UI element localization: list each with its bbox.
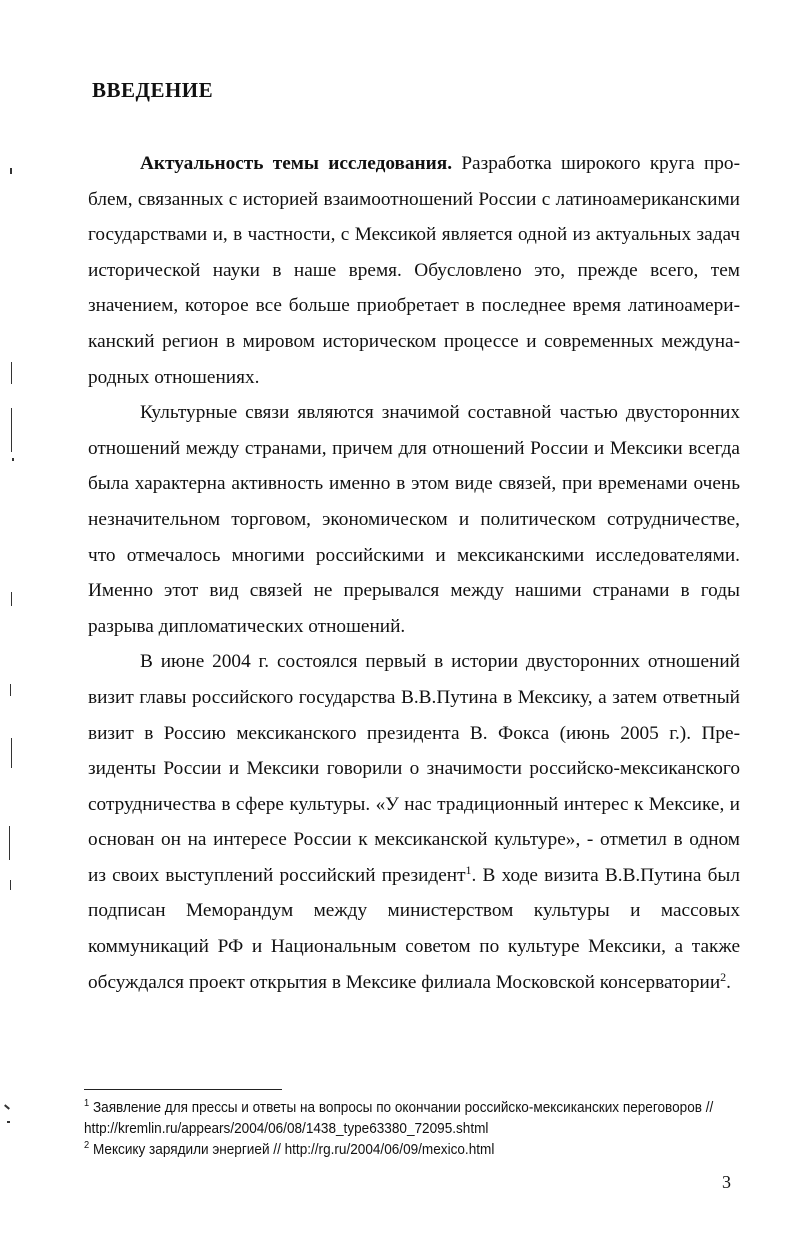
main-text: [88, 146, 740, 1000]
scan-artifact: [7, 1121, 10, 1123]
paragraph-text: Культурные связи являются значимой составной частью двусторонних отношений между странами, причем для отношений России и Мексики всегда была характерна активность именно в этом виде связей, при временами очень незначительном торговом, экономическом и политическом сотрудничестве, что отмечалось многими российскими и мексиканскими исследователями. Именно этот вид связей не прерывался между нашими странами в годы разрыва дипломатических отношений.: [88, 402, 740, 637]
page-number: 3: [722, 1172, 731, 1192]
footnote-text: Заявление для прессы и ответы на вопросы по окончании российско-мексиканских переговоров // http://kremlin.ru/appears/2004/06/08/1438_type63380_72095.shtml: [84, 1100, 714, 1137]
footnote-item: [84, 1140, 739, 1161]
footnote-text: Мексику зарядили энергией // http://rg.ru/2004/06/09/mexico.html: [89, 1142, 495, 1158]
scan-artifact: [11, 362, 12, 384]
scan-artifact: [11, 408, 12, 452]
footnote-number: 2: [84, 1140, 90, 1151]
paragraph-lead: Актуальность темы исследования.: [140, 153, 453, 174]
paragraph-state-visits: [88, 644, 740, 1000]
scan-artifact: [11, 738, 12, 768]
footnotes: [84, 1098, 739, 1161]
paragraph-relevance: [88, 146, 740, 395]
page-title: ВВЕДЕНИЕ: [92, 78, 214, 102]
paragraph-text: .: [726, 971, 731, 993]
paragraph-text: Разработка широкого круга проблем, связанных с историей взаимоотношений России с латиноамериканскими государствами и, в частности, с Мексикой является одной из актуальных задач исторической науки в наше время. Обусловлено это, прежде всего, тем значением, которое все больше приобретает в последнее время латиноамериканский регион в мировом историческом процессе и современных международных отношениях.: [88, 153, 740, 388]
scan-artifact: [9, 826, 10, 860]
paragraph-cultural-ties: [88, 395, 740, 644]
scan-artifact: [4, 1104, 10, 1109]
scan-artifact: [10, 168, 12, 174]
footnote-reference[interactable]: 1: [465, 862, 472, 877]
scan-artifact: [12, 458, 14, 461]
footnote-divider: [84, 1089, 282, 1090]
paragraph-text: . В ходе визита В.В.Путина был подписан Меморандум между министерством культуры и массовых коммуникаций РФ и Национальным советом по культуре Мексики, а также обсуждался проект открытия в Мексике филиала Московской консерватории: [88, 864, 740, 993]
scan-artifact: [11, 592, 12, 606]
scan-artifact: [10, 684, 11, 696]
footnote-reference[interactable]: 2: [720, 969, 727, 984]
footnote-item: [84, 1098, 739, 1140]
paragraph-text: В июне 2004 г. состоялся первый в истории двусторонних отношений визит главы российского государства В.В.Путина в Мексику, а затем ответный визит в Россию мексиканского президента В. Фокса (июнь 2005 г.). Президенты России и Мексики говорили о значимости российско-мексиканского сотрудничества в сфере культуры. «У нас традиционный интерес к Мексике, и основан он на интересе России к мексиканской культуре», - отметил в одном из своих выступлений российский президент: [88, 651, 740, 886]
footnote-number: 1: [84, 1098, 90, 1109]
scan-artifact: [10, 880, 11, 890]
